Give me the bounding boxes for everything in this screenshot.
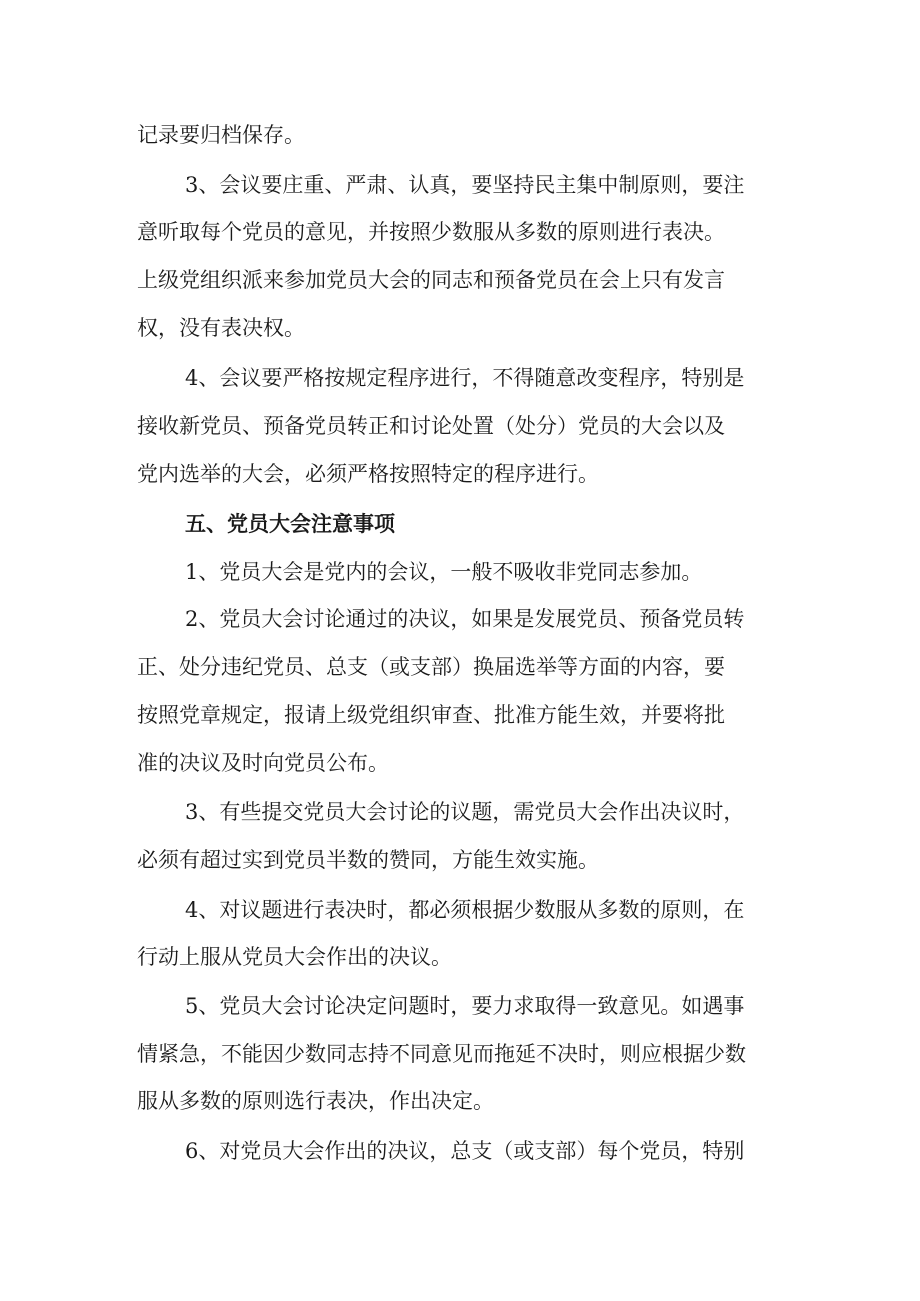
body-line: 正、处分违纪党员、总支（或支部）换届选举等方面的内容，要 [137,655,725,679]
body-line: 4、会议要严格按规定程序进行，不得随意改变程序，特别是 [185,366,745,390]
body-line: 服从多数的原则选行表决，作出决定。 [137,1089,494,1113]
body-line: 4、对议题进行表决时，都必须根据少数服从多数的原则，在 [185,898,745,922]
body-line: 必须有超过实到党员半数的赞同，方能生效实施。 [137,848,599,872]
body-line: 6、对党员大会作出的决议，总支（或支部）每个党员，特别 [185,1139,745,1163]
body-line: 意听取每个党员的意见，并按照少数服从多数的原则进行表决。 [137,220,725,244]
body-line: 党内选举的大会，必须严格按照特定的程序进行。 [137,462,599,486]
section-heading: 五、党员大会注意事项 [185,512,395,536]
body-line: 记录要归档保存。 [137,123,305,147]
body-line: 3、会议要庄重、严肃、认真，要坚持民主集中制原则，要注 [185,173,745,197]
body-line: 按照党章规定，报请上级党组织审查、批准方能生效，并要将批 [137,703,725,727]
body-line: 准的决议及时向党员公布。 [137,751,389,775]
body-line: 情紧急，不能因少数同志持不同意见而拖延不决时，则应根据少数 [137,1042,746,1066]
body-line: 3、有些提交党员大会讨论的议题，需党员大会作出决议时， [185,800,745,824]
body-line: 行动上服从党员大会作出的决议。 [137,945,452,969]
body-line: 接收新党员、预备党员转正和讨论处置（处分）党员的大会以及 [137,414,725,438]
body-line: 2、党员大会讨论通过的决议，如果是发展党员、预备党员转 [185,607,745,631]
body-line: 上级党组织派来参加党员大会的同志和预备党员在会上只有发言 [137,268,725,292]
body-line: 5、党员大会讨论决定问题时，要力求取得一致意见。如遇事 [185,994,745,1018]
body-line: 1、党员大会是党内的会议，一般不吸收非党同志参加。 [185,560,703,584]
body-line: 权，没有表决权。 [137,316,305,340]
